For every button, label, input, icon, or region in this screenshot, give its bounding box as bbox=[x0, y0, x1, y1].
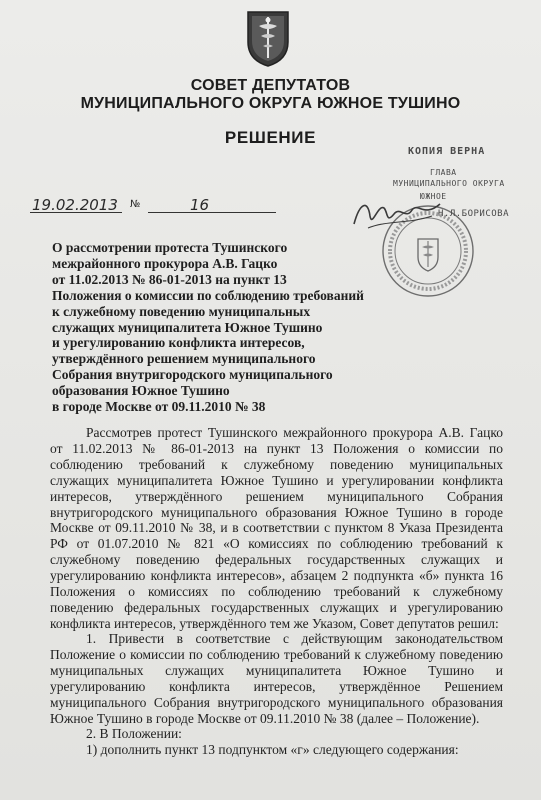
text-line: 1. Привести в соответствие с действующим законодательством bbox=[86, 631, 503, 646]
text-line: интересов, утверждённого решением муниципального Собрания bbox=[50, 488, 503, 504]
subject-line: О рассмотрении протеста Тушинского bbox=[52, 240, 288, 255]
stamp-copy-verified: КОПИЯ ВЕРНА bbox=[408, 146, 486, 157]
text-line: Положение о комиссии по соблюдению требований к служебному поведению bbox=[50, 646, 503, 662]
subject-line: Положения о комиссии по соблюдению требований bbox=[52, 287, 364, 303]
text-line: РФ от 01.07.2010 № 821 «О комиссиях по соблюдению требований к bbox=[50, 536, 503, 552]
subject-line: и урегулированию конфликта интересов, bbox=[52, 335, 305, 351]
subject-line: утверждённого решением муниципального bbox=[52, 351, 316, 367]
subject-line: к служебному поведению муниципальных bbox=[52, 303, 311, 319]
number-label: № bbox=[130, 199, 141, 210]
text-line: 2. В Положении: bbox=[86, 726, 182, 741]
text-line: соблюдению требований к служебному поведению муниципальных bbox=[50, 456, 503, 472]
text-line: конфликта интересов, утверждённого тем же Указом, Совет депутатов решил: bbox=[50, 615, 499, 631]
text-line: поведению федеральных государственных служащих и урегулированию bbox=[50, 599, 503, 615]
council-title-line2: МУНИЦИПАЛЬНОГО ОКРУГА ЮЖНОЕ ТУШИНО bbox=[80, 95, 461, 112]
text-line: 1) дополнить пункт 13 подпунктом «г» следующего содержания: bbox=[86, 742, 459, 757]
date-number-line bbox=[30, 196, 250, 216]
stamp-org-line2: ЮЖНОЕ bbox=[420, 192, 447, 201]
text-line: Рассмотрев протест Тушинского межрайонного прокурора А.В. Гацко bbox=[86, 425, 503, 440]
subject-line: межрайонного прокурора А.В. Гацко bbox=[52, 255, 278, 271]
subject-line: Собрания внутригородского муниципального bbox=[52, 367, 333, 383]
council-title-line1: СОВЕТ ДЕПУТАТОВ bbox=[190, 77, 351, 94]
clause-1-paragraph bbox=[50, 631, 503, 726]
subject-line: образования Южное Тушино bbox=[52, 383, 230, 399]
stamp-signatory-name: Н.Л.БОРИСОВА bbox=[438, 209, 510, 219]
text-line: урегулированию конфликта интересов», абзацем 2 подпункта «б» пункта 16 bbox=[50, 568, 503, 584]
number-underline bbox=[148, 212, 276, 213]
text-line: служащих муниципалитета Южное Тушино и урегулировании конфликта bbox=[50, 472, 503, 488]
text-line: служебному поведению федеральных государственных служащих и bbox=[50, 552, 503, 568]
text-line: муниципального Собрания внутригородского муниципального образования bbox=[50, 694, 503, 710]
clause-2-item-1 bbox=[50, 742, 503, 758]
text-line: Южное Тушино в городе Москве от 09.11.2010 № 38 (далее – Положение). bbox=[50, 710, 480, 726]
text-line: Положения о комиссиях по соблюдению требований к служебному bbox=[50, 584, 503, 600]
stamp-position: ГЛАВА bbox=[430, 168, 457, 177]
subject-line: служащих муниципалитета Южное Тушино bbox=[52, 319, 323, 335]
coat-of-arms-icon bbox=[244, 8, 292, 68]
text-line: внутригородского муниципального образования Южное Тушино в городе bbox=[50, 504, 503, 520]
handwritten-signature bbox=[348, 194, 448, 234]
decision-subject bbox=[52, 240, 382, 415]
text-line: урегулированию конфликта интересов, утверждённое Решением bbox=[50, 678, 503, 694]
subject-line: от 11.02.2013 № 86-01-2013 на пункт 13 bbox=[52, 271, 287, 287]
date-underline bbox=[30, 212, 122, 213]
text-line: Москве от 09.11.2010 № 38, и в соответствии с пунктом 8 Указа Президента bbox=[50, 520, 503, 536]
preamble-paragraph bbox=[50, 425, 503, 632]
decision-number: 16 bbox=[190, 196, 210, 214]
decision-date: 19.02.2013 bbox=[32, 196, 118, 214]
subject-line: в городе Москве от 09.11.2010 № 38 bbox=[52, 399, 266, 415]
stamp-org-line1: МУНИЦИПАЛЬНОГО ОКРУГА bbox=[393, 179, 505, 188]
document-type-title: РЕШЕНИЕ bbox=[224, 128, 317, 147]
clause-2-heading bbox=[50, 726, 503, 742]
text-line: от 11.02.2013 № 86-01-2013 на пункт 13 Положения о комиссии по bbox=[50, 440, 503, 456]
text-line: муниципальных служащих муниципалитета Южное Тушино и bbox=[50, 662, 503, 678]
